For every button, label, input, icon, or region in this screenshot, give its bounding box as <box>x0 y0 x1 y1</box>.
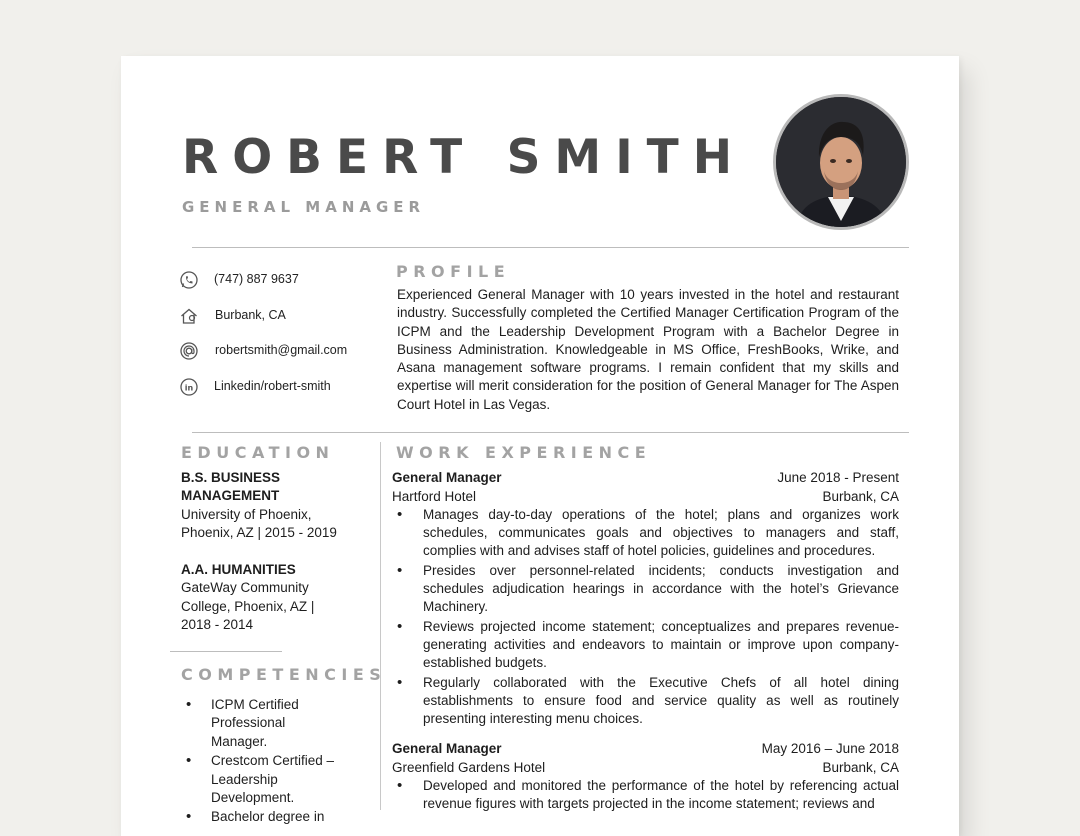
job-duty-item: • Developed and monitored the performance of the hotel by referencing actual revenue figures with targets projected in the income statement; reviews and <box>392 777 899 813</box>
job-role: General Manager <box>392 470 502 485</box>
competency-item: • Bachelor degree in <box>181 808 361 826</box>
education-entry-1 <box>181 469 351 543</box>
job-duty-item: • Regularly collaborated with the Executive Chefs of all hotel dining establishments to ensure food and service quality as well as routinely presenting interesting menu choices. <box>392 674 899 729</box>
candidate-name: ROBERT SMITH <box>182 130 747 185</box>
job-duties <box>392 506 899 729</box>
candidate-job-title: GENERAL MANAGER <box>182 198 426 216</box>
section-divider <box>192 432 909 433</box>
contact-email-text[interactable]: robertsmith@gmail.com <box>215 343 348 357</box>
competency-item: • ICPM Certified Professional Manager. <box>181 696 341 751</box>
job-location: Burbank, CA <box>822 488 899 504</box>
education-school: GateWay Community College, Phoenix, AZ | 2018 - 2014 <box>181 580 315 633</box>
profile-heading: PROFILE <box>396 262 511 281</box>
profile-summary: Experienced General Manager with 10 years invested in the hotel and restaurant industry. Successfully completed the Certified Manager Certification Program of the ICPM and the Leadership Development Program with a Bachelor Degree in Business Administration. Knowledgeable in MS Office, FreshBooks, Wrike, and Asana management software programs. I remain confident that my skills and expertise will merit consideration for the position of General Manager for The Aspen Court Hotel in Las Vegas. <box>397 287 899 412</box>
contact-location-text: Burbank, CA <box>215 308 286 322</box>
contact-email <box>179 340 348 362</box>
at-email-icon <box>179 341 199 361</box>
education-degree: B.S. BUSINESS MANAGEMENT <box>181 470 281 504</box>
portrait-image <box>776 97 906 227</box>
work-entry-2 <box>392 740 899 815</box>
linkedin-icon <box>179 377 199 397</box>
competencies-heading: COMPETENCIES <box>181 665 387 684</box>
education-degree: A.A. HUMANITIES <box>181 562 296 577</box>
education-heading: EDUCATION <box>181 443 335 462</box>
job-duty-item: • Manages day-to-day operations of the hotel; plans and organizes work schedules, communicates goals and objectives to managers and staff, complies with and advises staff of hotel policies, guidelines and procedures. <box>392 506 899 561</box>
job-role: General Manager <box>392 741 502 756</box>
job-dates: June 2018 - Present <box>777 470 899 485</box>
contact-phone <box>179 269 299 291</box>
competencies-list <box>181 696 361 828</box>
education-divider <box>170 651 282 652</box>
work-entry-1 <box>392 469 899 730</box>
education-school: University of Phoenix, Phoenix, AZ | 2015 - 2019 <box>181 506 337 541</box>
contact-linkedin-text[interactable]: Linkedin/robert-smith <box>214 379 331 393</box>
column-divider <box>380 442 381 810</box>
job-company: Greenfield Gardens Hotel <box>392 759 546 775</box>
svg-text:in: in <box>184 383 194 393</box>
job-duty-item: • Reviews projected income statement; conceptualizes and prepares revenue-generating activities and endeavors to maintain or improve upon company-established budgets. <box>392 618 899 673</box>
header-divider <box>192 247 909 248</box>
job-duties <box>392 777 899 813</box>
profile-photo <box>773 94 909 230</box>
job-company: Hartford Hotel <box>392 488 477 504</box>
education-entry-2 <box>181 561 331 635</box>
contact-location <box>179 305 286 327</box>
location-home-icon <box>179 306 199 326</box>
competency-item: • Crestcom Certified – Leadership Development. <box>181 752 341 807</box>
job-dates: May 2016 – June 2018 <box>761 741 899 756</box>
whatsapp-phone-icon <box>179 270 199 290</box>
job-duty-item: • Presides over personnel-related incidents; conducts investigation and schedules adjudication hearings in accordance with the hotel’s Grievance Machinery. <box>392 562 899 617</box>
job-location: Burbank, CA <box>822 759 899 775</box>
contact-phone-text: (747) 887 9637 <box>214 272 299 286</box>
work-experience-heading: WORK EXPERIENCE <box>396 443 652 462</box>
contact-linkedin <box>179 376 331 398</box>
